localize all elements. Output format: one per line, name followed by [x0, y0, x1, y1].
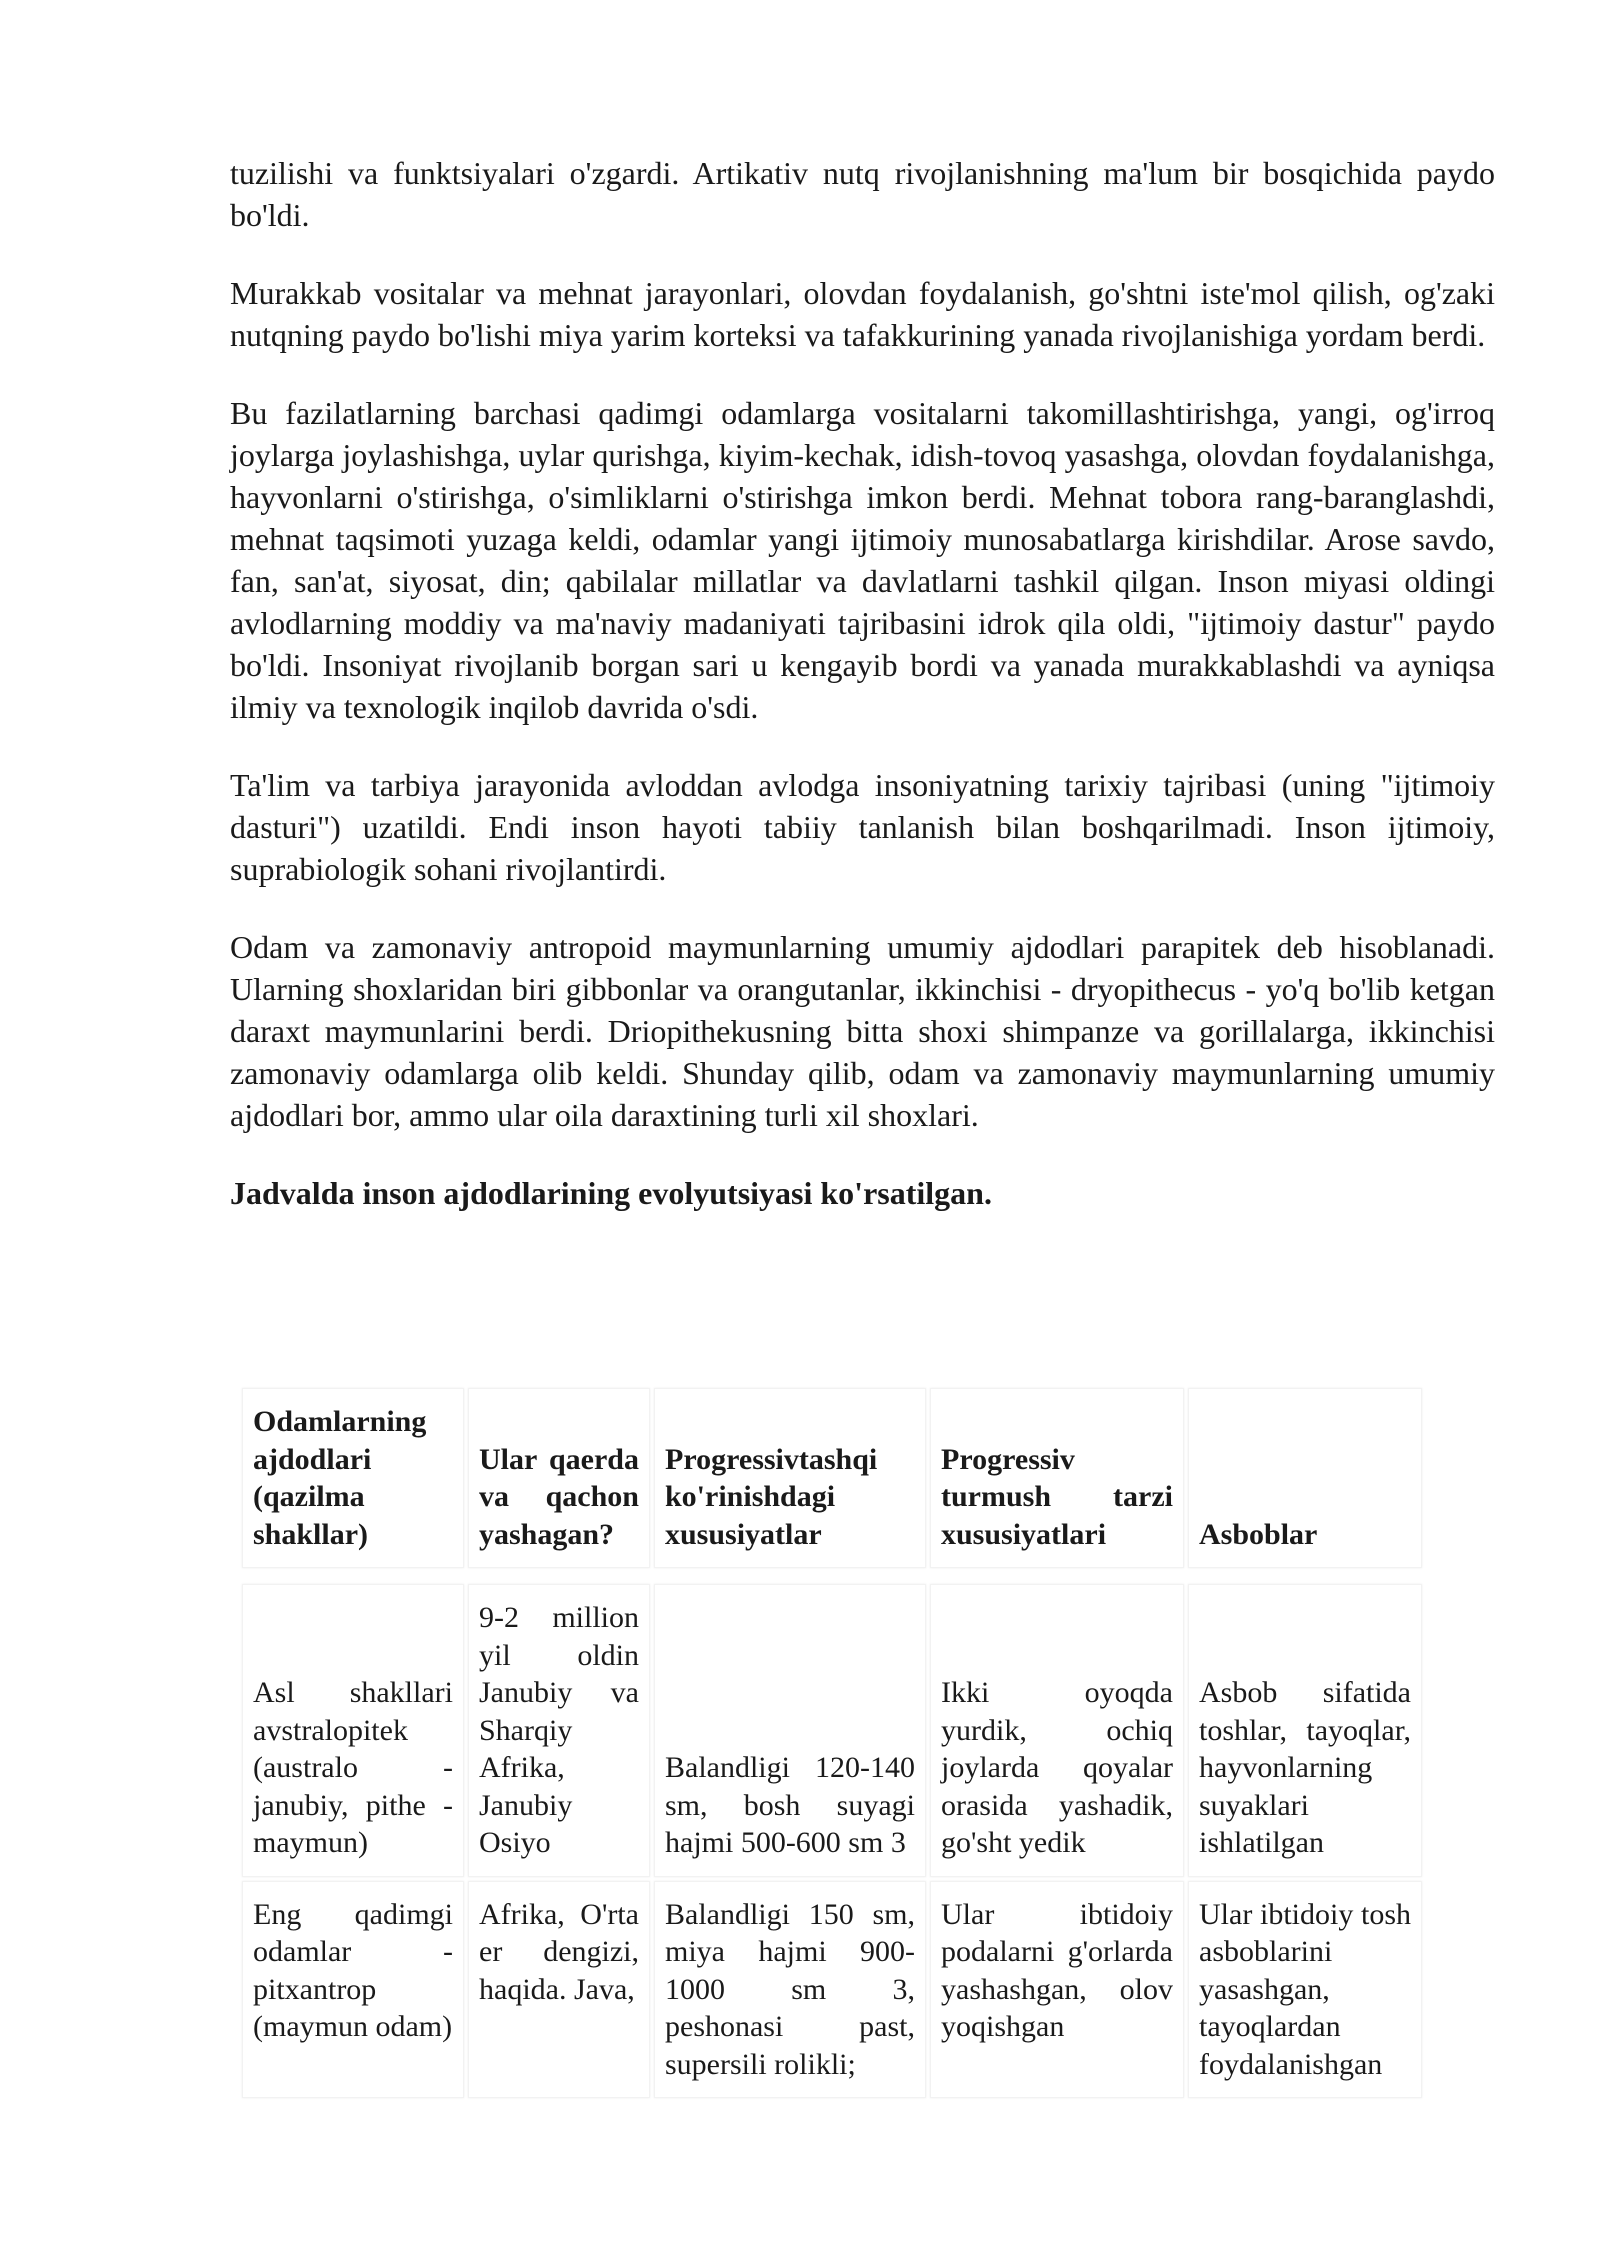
table-header-row [242, 1388, 1422, 1568]
table-cell: Ikki oyoqda yurdik, ochiq joylarda qoyalar orasida yashadik, go'sht yedik [930, 1584, 1184, 1877]
table-cell: Ular ibtidoiy podalarni g'orlarda yashashgan, olov yoqishgan [930, 1881, 1184, 2099]
document-body [230, 152, 1495, 1244]
paragraph: Bu fazilatlarning barchasi qadimgi odamlarga vositalarni takomillashtirishga, yangi, og'irroq joylarga joylashishga, uylar qurishga, kiyim-kechak, idish-tovoq yasashga, olovdan foydalanishga, hayvonlarni o'stirishga, o'simliklarni o'stirishga imkon berdi. Mehnat tobora rang-baranglashdi, mehnat taqsimoti yuzaga keldi, odamlar yangi ijtimoiy munosabatlarga kirishdilar. Arose savdo, fan, san'at, siyosat, din; qabilalar millatlar va davlatlarni tashkil qilgan. Inson miyasi oldingi avlodlarning moddiy va ma'naviy madaniyati tajribasini idrok qila oldi, "ijtimoiy dastur" paydo bo'ldi. Insoniyat rivojlanib borgan sari u kengayib bordi va yanada murakkablashdi va ayniqsa ilmiy va texnologik inqilob davrida o'sdi. [230, 395, 1495, 725]
table-row [242, 1881, 1422, 2099]
table-header-cell: Asboblar [1188, 1388, 1422, 1568]
table-heading: Jadvalda inson ajdodlarining evolyutsiyasi ko'rsatilgan. [230, 1175, 992, 1211]
table-spacer [242, 1572, 1422, 1580]
table-cell: Balandligi 150 sm, miya hajmi 900-1000 sm 3, peshonasi past, supersili rolikli; [654, 1881, 926, 2099]
paragraph: tuzilishi va funktsiyalari o'zgardi. Artikativ nutq rivojlanishning ma'lum bir bosqichida paydo bo'ldi. [230, 155, 1495, 233]
paragraph: Murakkab vositalar va mehnat jarayonlari, olovdan foydalanish, go'shtni iste'mol qilish, og'zaki nutqning paydo bo'lishi miya yarim korteksi va tafakkurining yanada rivojlanishiga yordam berdi. [230, 275, 1495, 353]
table-cell: Balandligi 120-140 sm, bosh suyagi hajmi 500-600 sm 3 [654, 1584, 926, 1877]
table-row [242, 1584, 1422, 1877]
table-cell: Asl shakllari avstralopitek (australo - janubiy, pithe - maymun) [242, 1584, 464, 1877]
table-cell: 9-2 million yil oldin Janubiy va Sharqiy Afrika, Janubiy Osiyo [468, 1584, 650, 1877]
table-header-cell: Ular qaerda va qachon yashagan? [468, 1388, 650, 1568]
table-header-cell: Progressivtashqi ko'rinishdagi xususiyatlar [654, 1388, 926, 1568]
table-cell: Ular ibtidoiy tosh asboblarini yasashgan, tayoqlardan foydalanishgan [1188, 1881, 1422, 2099]
paragraph: Odam va zamonaviy antropoid maymunlarning umumiy ajdodlari parapitek deb hisoblanadi. Ularning shoxlaridan biri gibbonlar va orangutanlar, ikkinchisi - dryopithecus - yo'q bo'lib ketgan daraxt maymunlarini berdi. Driopithekusning bitta shoxi shimpanze va gorillalarga, ikkinchisi zamonaviy odamlarga olib keldi. Shunday qilib, odam va zamonaviy maymunlarning umumiy ajdodlari bor, ammo ular oila daraxtining turli xil shoxlari. [230, 929, 1495, 1133]
table-cell: Asbob sifatida toshlar, tayoqlar, hayvonlarning suyaklari ishlatilgan [1188, 1584, 1422, 1877]
table-cell: Afrika, O'rta er dengizi, haqida. Java, [468, 1881, 650, 2099]
table-header-cell: Odamlarning ajdodlari (qazilma shakllar) [242, 1388, 464, 1568]
evolution-table [238, 1384, 1426, 2102]
paragraph: Ta'lim va tarbiya jarayonida avloddan avlodga insoniyatning tarixiy tajribasi (uning "ijtimoiy dasturi") uzatildi. Endi inson hayoti tabiiy tanlanish bilan boshqarilmadi. Inson ijtimoiy, suprabiologik sohani rivojlantirdi. [230, 767, 1495, 887]
table-header-cell: Progressiv turmush tarzi xususiyatlari [930, 1388, 1184, 1568]
table-cell: Eng qadimgi odamlar - pitxantrop (maymun odam) [242, 1881, 464, 2099]
